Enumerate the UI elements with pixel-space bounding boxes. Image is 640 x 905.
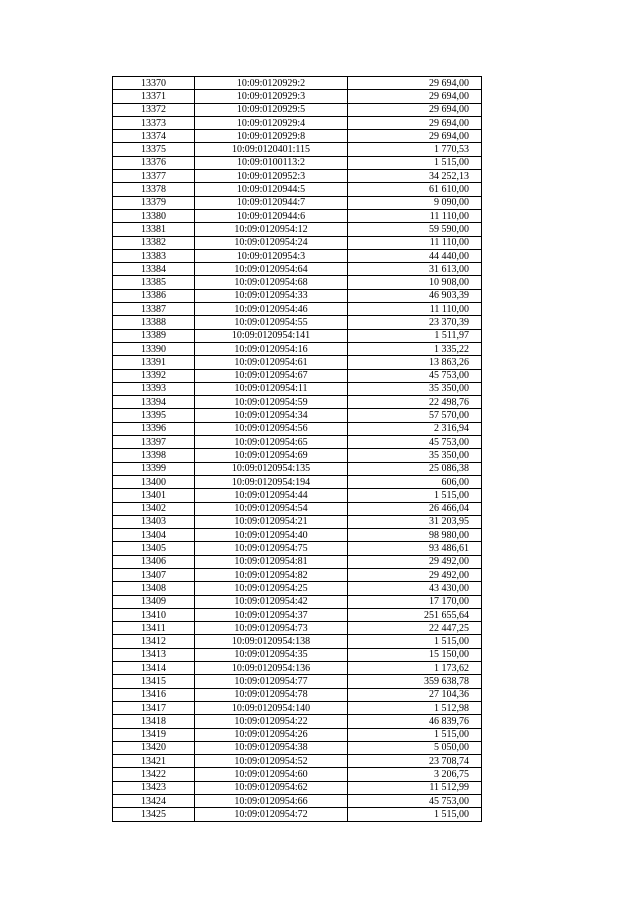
row-number-cell: 13378 (113, 183, 195, 196)
amount-cell: 1 173,62 (348, 662, 482, 675)
amount-cell: 57 570,00 (348, 409, 482, 422)
row-number-cell: 13420 (113, 741, 195, 754)
amount-cell: 45 753,00 (348, 369, 482, 382)
table-row (113, 369, 482, 382)
amount-cell: 27 104,36 (348, 688, 482, 701)
cadastral-number-cell: 10:09:0120954:136 (195, 662, 348, 675)
amount-cell: 35 350,00 (348, 382, 482, 395)
amount-cell: 23 708,74 (348, 755, 482, 768)
table-row (113, 568, 482, 581)
row-number-cell: 13377 (113, 170, 195, 183)
table-row (113, 316, 482, 329)
table-row (113, 263, 482, 276)
table-row (113, 622, 482, 635)
cadastral-number-cell: 10:09:0120954:33 (195, 289, 348, 302)
row-number-cell: 13410 (113, 608, 195, 621)
amount-cell: 3 206,75 (348, 768, 482, 781)
table-row (113, 675, 482, 688)
table-row (113, 223, 482, 236)
cadastral-number-cell: 10:09:0120954:78 (195, 688, 348, 701)
row-number-cell: 13390 (113, 342, 195, 355)
amount-cell: 23 370,39 (348, 316, 482, 329)
table-row (113, 116, 482, 129)
table-row (113, 209, 482, 222)
cadastral-number-cell: 10:09:0120929:8 (195, 130, 348, 143)
row-number-cell: 13415 (113, 675, 195, 688)
row-number-cell: 13388 (113, 316, 195, 329)
cadastral-number-cell: 10:09:0120954:73 (195, 622, 348, 635)
amount-cell: 17 170,00 (348, 595, 482, 608)
row-number-cell: 13425 (113, 808, 195, 821)
cadastral-number-cell: 10:09:0120954:54 (195, 502, 348, 515)
amount-cell: 46 839,76 (348, 715, 482, 728)
cadastral-number-cell: 10:09:0120954:75 (195, 542, 348, 555)
cadastral-number-cell: 10:09:0120954:11 (195, 382, 348, 395)
table-row (113, 728, 482, 741)
cadastral-number-cell: 10:09:0120954:65 (195, 436, 348, 449)
table-row (113, 475, 482, 488)
table-row (113, 768, 482, 781)
row-number-cell: 13385 (113, 276, 195, 289)
table-row (113, 329, 482, 342)
amount-cell: 29 694,00 (348, 116, 482, 129)
row-number-cell: 13392 (113, 369, 195, 382)
row-number-cell: 13402 (113, 502, 195, 515)
table-row (113, 648, 482, 661)
amount-cell: 13 863,26 (348, 356, 482, 369)
table-row (113, 382, 482, 395)
table-row (113, 130, 482, 143)
cadastral-number-cell: 10:09:0120954:3 (195, 249, 348, 262)
row-number-cell: 13373 (113, 116, 195, 129)
row-number-cell: 13414 (113, 662, 195, 675)
row-number-cell: 13386 (113, 289, 195, 302)
table-row (113, 462, 482, 475)
amount-cell: 22 447,25 (348, 622, 482, 635)
cadastral-number-cell: 10:09:0120954:40 (195, 529, 348, 542)
row-number-cell: 13407 (113, 568, 195, 581)
amount-cell: 31 203,95 (348, 515, 482, 528)
amount-cell: 1 335,22 (348, 342, 482, 355)
table-row (113, 635, 482, 648)
cadastral-number-cell: 10:09:0120954:60 (195, 768, 348, 781)
table-row (113, 662, 482, 675)
cadastral-number-cell: 10:09:0120954:138 (195, 635, 348, 648)
row-number-cell: 13413 (113, 648, 195, 661)
row-number-cell: 13375 (113, 143, 195, 156)
row-number-cell: 13398 (113, 449, 195, 462)
table-row (113, 90, 482, 103)
table-row (113, 356, 482, 369)
amount-cell: 43 430,00 (348, 582, 482, 595)
amount-cell: 1 515,00 (348, 489, 482, 502)
table-row (113, 156, 482, 169)
amount-cell: 46 903,39 (348, 289, 482, 302)
table-row (113, 502, 482, 515)
table-row (113, 555, 482, 568)
amount-cell: 5 050,00 (348, 741, 482, 754)
row-number-cell: 13418 (113, 715, 195, 728)
row-number-cell: 13380 (113, 209, 195, 222)
amount-cell: 1 515,00 (348, 728, 482, 741)
amount-cell: 22 498,76 (348, 396, 482, 409)
row-number-cell: 13395 (113, 409, 195, 422)
row-number-cell: 13391 (113, 356, 195, 369)
row-number-cell: 13397 (113, 436, 195, 449)
row-number-cell: 13411 (113, 622, 195, 635)
cadastral-number-cell: 10:09:0120944:6 (195, 209, 348, 222)
row-number-cell: 13404 (113, 529, 195, 542)
cadastral-number-cell: 10:09:0120954:64 (195, 263, 348, 276)
cadastral-number-cell: 10:09:0120954:55 (195, 316, 348, 329)
amount-cell: 606,00 (348, 475, 482, 488)
table-row (113, 236, 482, 249)
amount-cell: 10 908,00 (348, 276, 482, 289)
amount-cell: 251 655,64 (348, 608, 482, 621)
table-row (113, 529, 482, 542)
cadastral-number-cell: 10:09:0120929:5 (195, 103, 348, 116)
table-row (113, 741, 482, 754)
amount-cell: 1 770,53 (348, 143, 482, 156)
row-number-cell: 13401 (113, 489, 195, 502)
table-row (113, 409, 482, 422)
amount-cell: 35 350,00 (348, 449, 482, 462)
table-row (113, 515, 482, 528)
row-number-cell: 13406 (113, 555, 195, 568)
amount-cell: 34 252,13 (348, 170, 482, 183)
table-row (113, 422, 482, 435)
row-number-cell: 13382 (113, 236, 195, 249)
row-number-cell: 13423 (113, 781, 195, 794)
row-number-cell: 13370 (113, 77, 195, 90)
table-row (113, 449, 482, 462)
amount-cell: 59 590,00 (348, 223, 482, 236)
table-row (113, 542, 482, 555)
amount-cell: 29 694,00 (348, 90, 482, 103)
row-number-cell: 13394 (113, 396, 195, 409)
row-number-cell: 13374 (113, 130, 195, 143)
row-number-cell: 13376 (113, 156, 195, 169)
cadastral-number-cell: 10:09:0120954:62 (195, 781, 348, 794)
cadastral-number-cell: 10:09:0120954:59 (195, 396, 348, 409)
amount-cell: 1 511,97 (348, 329, 482, 342)
table-row (113, 489, 482, 502)
amount-cell: 11 110,00 (348, 303, 482, 316)
row-number-cell: 13421 (113, 755, 195, 768)
amount-cell: 93 486,61 (348, 542, 482, 555)
cadastral-number-cell: 10:09:0120944:5 (195, 183, 348, 196)
cadastral-number-cell: 10:09:0120954:81 (195, 555, 348, 568)
row-number-cell: 13387 (113, 303, 195, 316)
amount-cell: 31 613,00 (348, 263, 482, 276)
table-row (113, 103, 482, 116)
table-row (113, 595, 482, 608)
amount-cell: 11 110,00 (348, 209, 482, 222)
cadastral-number-cell: 10:09:0120954:21 (195, 515, 348, 528)
cadastral-number-cell: 10:09:0120954:135 (195, 462, 348, 475)
table-row (113, 755, 482, 768)
cadastral-number-cell: 10:09:0120954:16 (195, 342, 348, 355)
cadastral-number-cell: 10:09:0120954:46 (195, 303, 348, 316)
amount-cell: 11 512,99 (348, 781, 482, 794)
cadastral-number-cell: 10:09:0120954:61 (195, 356, 348, 369)
table-row (113, 608, 482, 621)
table-row (113, 249, 482, 262)
table-row (113, 436, 482, 449)
row-number-cell: 13416 (113, 688, 195, 701)
amount-cell: 1 512,98 (348, 701, 482, 714)
parcel-table-body (113, 77, 482, 822)
amount-cell: 25 086,38 (348, 462, 482, 475)
amount-cell: 15 150,00 (348, 648, 482, 661)
cadastral-number-cell: 10:09:0100113:2 (195, 156, 348, 169)
cadastral-number-cell: 10:09:0120954:66 (195, 795, 348, 808)
table-row (113, 795, 482, 808)
amount-cell: 1 515,00 (348, 156, 482, 169)
cadastral-number-cell: 10:09:0120954:24 (195, 236, 348, 249)
table-row (113, 77, 482, 90)
row-number-cell: 13424 (113, 795, 195, 808)
cadastral-number-cell: 10:09:0120929:4 (195, 116, 348, 129)
cadastral-number-cell: 10:09:0120954:12 (195, 223, 348, 236)
amount-cell: 29 694,00 (348, 130, 482, 143)
cadastral-number-cell: 10:09:0120954:194 (195, 475, 348, 488)
row-number-cell: 13422 (113, 768, 195, 781)
row-number-cell: 13371 (113, 90, 195, 103)
cadastral-number-cell: 10:09:0120954:25 (195, 582, 348, 595)
amount-cell: 29 694,00 (348, 103, 482, 116)
amount-cell: 1 515,00 (348, 808, 482, 821)
table-row (113, 342, 482, 355)
amount-cell: 26 466,04 (348, 502, 482, 515)
row-number-cell: 13417 (113, 701, 195, 714)
cadastral-number-cell: 10:09:0120954:77 (195, 675, 348, 688)
cadastral-number-cell: 10:09:0120954:34 (195, 409, 348, 422)
table-row (113, 289, 482, 302)
row-number-cell: 13405 (113, 542, 195, 555)
table-row (113, 276, 482, 289)
amount-cell: 44 440,00 (348, 249, 482, 262)
row-number-cell: 13409 (113, 595, 195, 608)
amount-cell: 29 492,00 (348, 568, 482, 581)
row-number-cell: 13412 (113, 635, 195, 648)
cadastral-number-cell: 10:09:0120954:68 (195, 276, 348, 289)
row-number-cell: 13383 (113, 249, 195, 262)
amount-cell: 45 753,00 (348, 436, 482, 449)
row-number-cell: 13399 (113, 462, 195, 475)
cadastral-number-cell: 10:09:0120954:38 (195, 741, 348, 754)
row-number-cell: 13372 (113, 103, 195, 116)
row-number-cell: 13396 (113, 422, 195, 435)
row-number-cell: 13393 (113, 382, 195, 395)
amount-cell: 29 492,00 (348, 555, 482, 568)
table-row (113, 582, 482, 595)
cadastral-number-cell: 10:09:0120954:26 (195, 728, 348, 741)
table-row (113, 170, 482, 183)
row-number-cell: 13379 (113, 196, 195, 209)
cadastral-number-cell: 10:09:0120954:35 (195, 648, 348, 661)
row-number-cell: 13408 (113, 582, 195, 595)
cadastral-number-cell: 10:09:0120954:42 (195, 595, 348, 608)
cadastral-number-cell: 10:09:0120954:67 (195, 369, 348, 382)
row-number-cell: 13389 (113, 329, 195, 342)
row-number-cell: 13384 (113, 263, 195, 276)
amount-cell: 2 316,94 (348, 422, 482, 435)
cadastral-number-cell: 10:09:0120954:69 (195, 449, 348, 462)
row-number-cell: 13400 (113, 475, 195, 488)
cadastral-number-cell: 10:09:0120954:52 (195, 755, 348, 768)
cadastral-number-cell: 10:09:0120954:72 (195, 808, 348, 821)
table-row (113, 303, 482, 316)
amount-cell: 9 090,00 (348, 196, 482, 209)
cadastral-number-cell: 10:09:0120954:56 (195, 422, 348, 435)
table-row (113, 781, 482, 794)
cadastral-number-cell: 10:09:0120954:141 (195, 329, 348, 342)
amount-cell: 11 110,00 (348, 236, 482, 249)
cadastral-number-cell: 10:09:0120944:7 (195, 196, 348, 209)
amount-cell: 98 980,00 (348, 529, 482, 542)
table-row (113, 701, 482, 714)
amount-cell: 61 610,00 (348, 183, 482, 196)
parcel-table (112, 76, 482, 822)
row-number-cell: 13381 (113, 223, 195, 236)
table-row (113, 143, 482, 156)
cadastral-number-cell: 10:09:0120954:37 (195, 608, 348, 621)
table-row (113, 715, 482, 728)
cadastral-number-cell: 10:09:0120954:44 (195, 489, 348, 502)
cadastral-number-cell: 10:09:0120929:3 (195, 90, 348, 103)
table-row (113, 396, 482, 409)
cadastral-number-cell: 10:09:0120952:3 (195, 170, 348, 183)
amount-cell: 1 515,00 (348, 635, 482, 648)
amount-cell: 359 638,78 (348, 675, 482, 688)
cadastral-number-cell: 10:09:0120954:82 (195, 568, 348, 581)
row-number-cell: 13403 (113, 515, 195, 528)
table-row (113, 688, 482, 701)
cadastral-number-cell: 10:09:0120401:115 (195, 143, 348, 156)
cadastral-number-cell: 10:09:0120954:22 (195, 715, 348, 728)
amount-cell: 45 753,00 (348, 795, 482, 808)
table-row (113, 183, 482, 196)
table-row (113, 196, 482, 209)
table-row (113, 808, 482, 821)
cadastral-number-cell: 10:09:0120954:140 (195, 701, 348, 714)
amount-cell: 29 694,00 (348, 77, 482, 90)
row-number-cell: 13419 (113, 728, 195, 741)
cadastral-number-cell: 10:09:0120929:2 (195, 77, 348, 90)
